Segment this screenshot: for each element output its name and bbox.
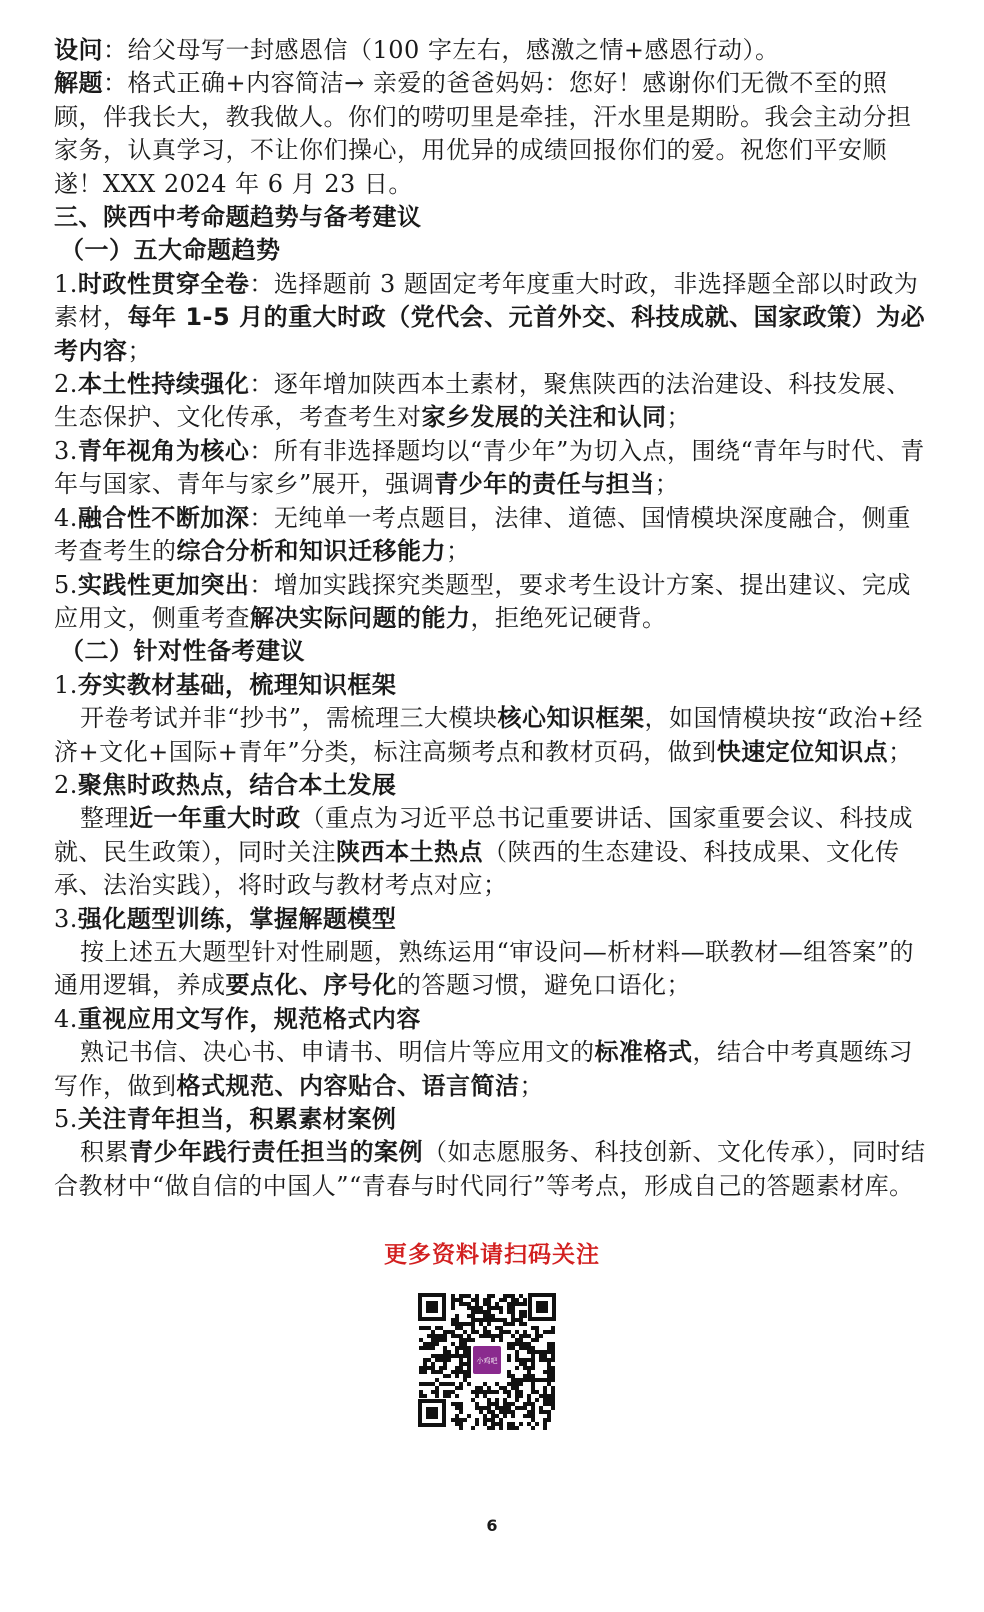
advice-title-row: 1.夯实教材基础，梳理知识框架	[54, 670, 397, 699]
advice-list	[54, 669, 926, 1204]
advice-title: 夯实教材基础，梳理知识框架	[77, 670, 397, 699]
trend-emphasis: 综合分析和知识迁移能力	[176, 537, 446, 566]
advice-title-row: 2.聚焦时政热点，结合本土发展	[54, 770, 397, 799]
advice-emphasis: 标准格式	[594, 1038, 693, 1067]
qr-center-logo	[471, 1344, 503, 1376]
advice-body: 积累青少年践行责任担当的案例（如志愿服务、科技创新、文化传承），同时结合教材中“做自信的中国人”“青春与时代同行”等考点，形成自己的答题素材库。	[54, 1138, 926, 1200]
advice-title: 重视应用文写作，规范格式内容	[77, 1004, 421, 1033]
trend-item: 5.实践性更加突出：增加实践探究类题型，要求考生设计方案、提出建议、完成应用文，侧重考查解决实际问题的能力，拒绝死记硬背。	[54, 570, 911, 632]
advice-emphasis: 陕西本土热点	[336, 837, 483, 866]
advice-title-row: 4.重视应用文写作，规范格式内容	[54, 1004, 421, 1033]
advice-emphasis: 快速定位知识点	[716, 737, 889, 766]
advice-body: 开卷考试并非“抄书”，需梳理三大模块核心知识框架，如国情模块按“政治+经济+文化+国际+青年”分类，标注高频考点和教材页码，做到快速定位知识点；	[54, 704, 923, 766]
trend-emphasis: 每年 1-5 月的重大时政（党代会、元首外交、科技成就、国家政策）为必考内容	[54, 303, 926, 365]
trend-title: 本土性持续强化	[77, 370, 250, 399]
advice-title: 强化题型训练，掌握解题模型	[77, 904, 397, 933]
trend-title: 时政性贯穿全卷	[77, 269, 250, 298]
page-number: 6	[486, 1516, 498, 1535]
advice-title: 关注青年担当，积累素材案例	[77, 1105, 397, 1133]
section-title: 三、陕西中考命题趋势与备考建议	[54, 203, 422, 232]
advice-title: 聚焦时政热点，结合本土发展	[77, 770, 397, 799]
advice-title-row: 3.强化题型训练，掌握解题模型	[54, 904, 397, 933]
promo-text: 更多资料请扫码关注	[384, 1242, 600, 1268]
qr-logo-label: 小鸡吧	[476, 1357, 498, 1365]
trend-item: 3.青年视角为核心：所有非选择题均以“青少年”为切入点，围绕“青年与时代、青年与国家、青年与家乡”展开，强调青少年的责任与担当；	[54, 436, 925, 499]
trend-title: 实践性更加突出	[77, 570, 250, 599]
trend-emphasis: 解决实际问题的能力	[250, 603, 471, 632]
advice-emphasis: 要点化、序号化	[225, 971, 397, 1000]
qr-code-image	[416, 1291, 558, 1441]
answer-lead: 解题	[54, 69, 103, 98]
qr-code[interactable]	[416, 1291, 558, 1441]
qr-finder-top-left	[418, 1293, 446, 1321]
advice-emphasis: 核心知识框架	[497, 704, 645, 733]
question-paragraph	[54, 34, 926, 67]
answer-text: ：格式正确+内容简洁→ 亲爱的爸爸妈妈：您好！感谢你们无微不至的照顾，伴我长大，教我做人。你们的唠叨里是牵挂，汗水里是期盼。我会主动分担家务，认真学习，不让你们操心，用优异的成绩回报你们的爱。祝您们平安顺遂！XXX 2024 年 6 月 23 日。	[54, 69, 912, 198]
trend-emphasis: 青少年的责任与担当	[434, 470, 655, 499]
advice-title-row: 5.关注青年担当，积累素材案例	[54, 1105, 397, 1133]
answer-paragraph	[54, 67, 926, 201]
advice-body: 整理近一年重大时政（重点为习近平总书记重要讲话、国家重要会议、科技成就、民生政策），同时关注陕西本土热点（陕西的生态建设、科技成果、文化传承、法治实践），将时政与教材考点对应；	[54, 804, 913, 900]
trend-title: 融合性不断加深	[77, 503, 250, 532]
qr-finder-bottom-left	[418, 1399, 446, 1427]
qr-finder-top-right	[528, 1293, 556, 1321]
question-lead: 设问	[54, 36, 103, 64]
advice-emphasis: 格式规范、内容贴合、语言简洁	[176, 1071, 520, 1100]
advice-body: 熟记书信、决心书、申请书、明信片等应用文的标准格式，结合中考真题练习写作，做到格式规范、内容贴合、语言简洁；	[54, 1038, 913, 1100]
document-body	[54, 34, 926, 1203]
trend-item: 2.本土性持续强化：逐年增加陕西本土素材，聚焦陕西的法治建设、科技发展、生态保护、文化传承，考查考生对家乡发展的关注和认同；	[54, 370, 911, 432]
trend-title: 青年视角为核心	[77, 436, 250, 465]
trends-heading: （一）五大命题趋势	[60, 236, 281, 265]
advice-body: 按上述五大题型针对性刷题，熟练运用“审设问—析材料—联教材—组答案”的通用逻辑，养成要点化、序号化的答题习惯，避免口语化；	[54, 937, 915, 1000]
advice-emphasis: 近一年重大时政	[129, 804, 301, 833]
trend-emphasis: 家乡发展的关注和认同	[421, 403, 667, 432]
advice-heading: （二）针对性备考建议	[60, 637, 305, 666]
trends-list	[54, 268, 926, 635]
question-text: ：给父母写一封感恩信（100 字左右，感激之情+感恩行动）。	[103, 36, 780, 64]
trend-item: 1.时政性贯穿全卷：选择题前 3 题固定考年度重大时政，非选择题全部以时政为素材，每年 1-5 月的重大时政（党代会、元首外交、科技成就、国家政策）为必考内容；	[54, 269, 926, 365]
trend-item: 4.融合性不断加深：无纯单一考点题目，法律、道德、国情模块深度融合，侧重考查考生的综合分析和知识迁移能力；	[54, 503, 911, 566]
advice-emphasis: 青少年践行责任担当的案例	[129, 1138, 423, 1167]
